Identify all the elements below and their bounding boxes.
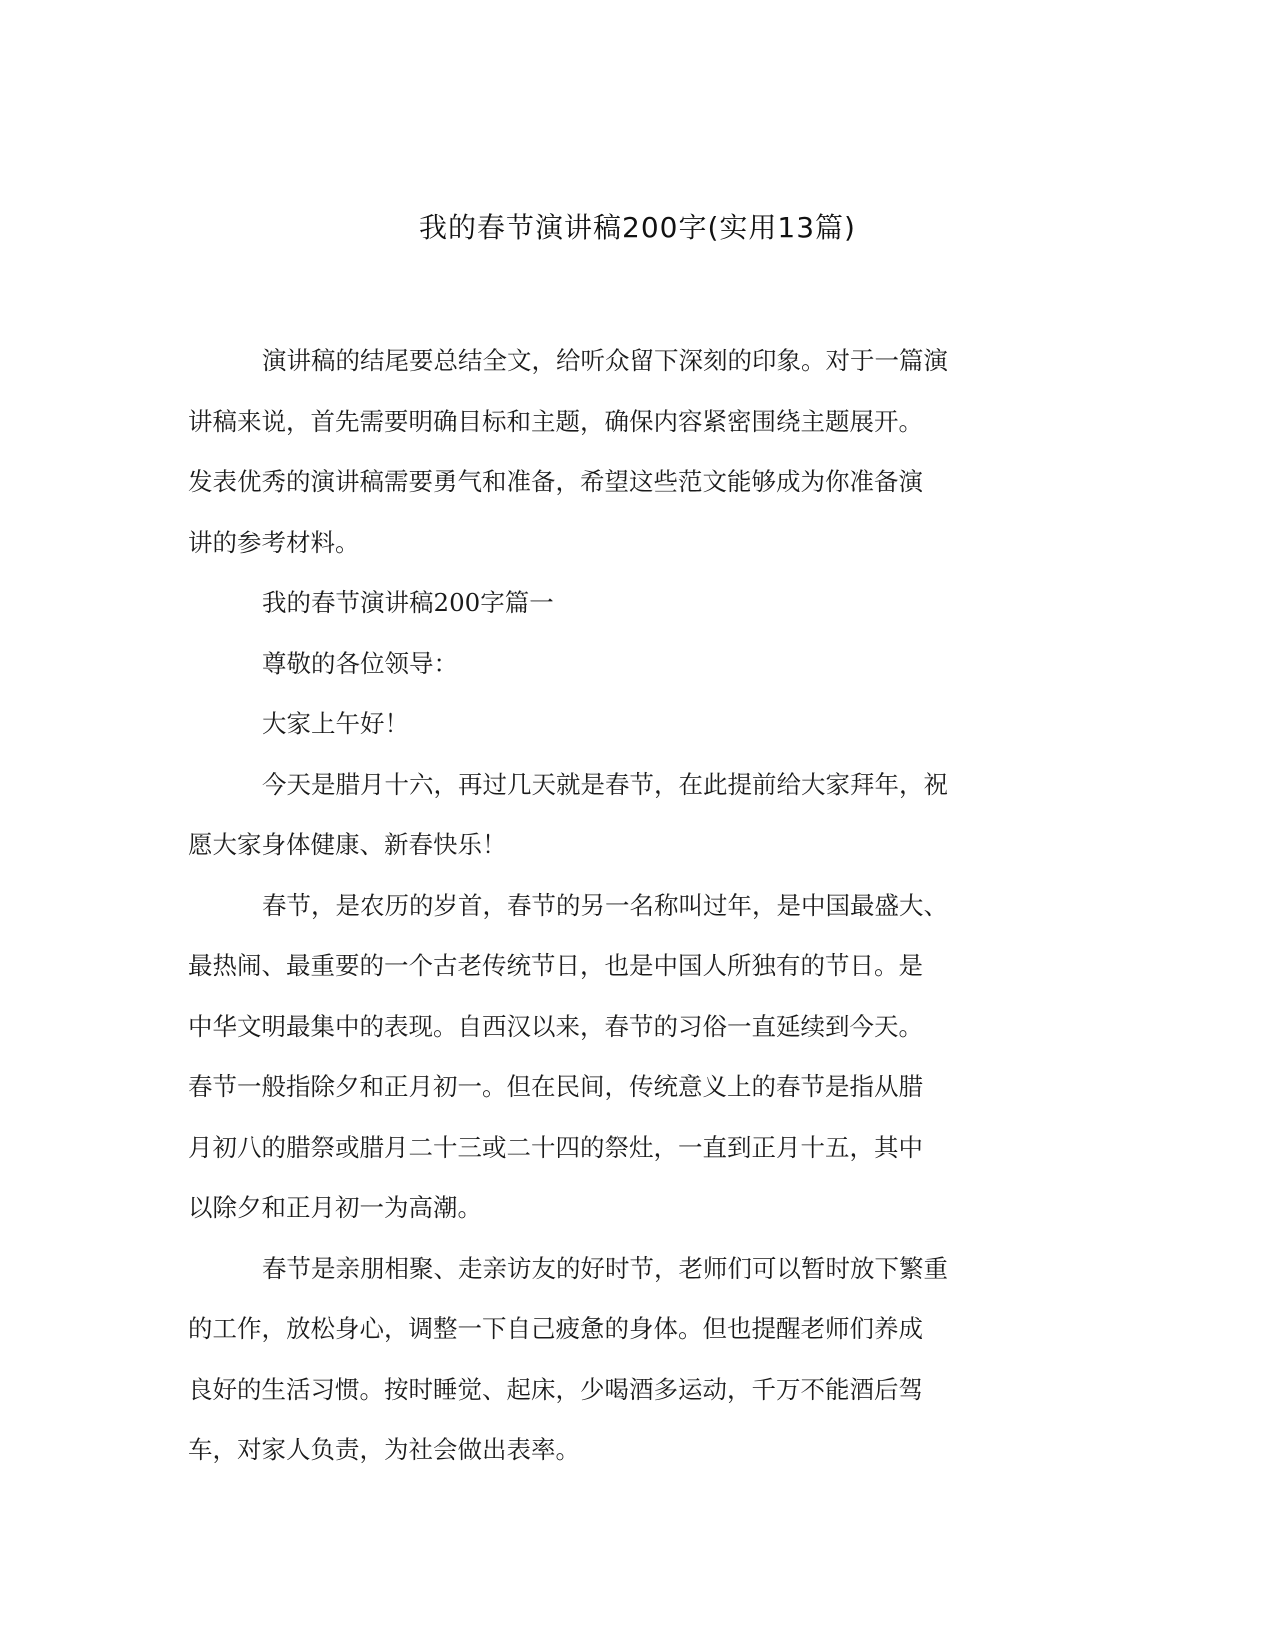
intro-paragraph (188, 331, 1088, 573)
text-line: 最热闹、最重要的一个古老传统节日，也是中国人所独有的节日。是 (188, 951, 923, 980)
text-line: 发表优秀的演讲稿需要勇气和准备，希望这些范文能够成为你准备演 (188, 467, 923, 496)
salutation (188, 634, 1088, 695)
section-heading (188, 573, 1088, 634)
document-title: 我的春节演讲稿200字(实用13篇) (419, 211, 856, 244)
document-body (188, 331, 1088, 1481)
text-line: 演讲稿的结尾要总结全文，给听众留下深刻的印象。对于一篇演 (262, 346, 948, 375)
text-line: 愿大家身体健康、新春快乐！ (188, 830, 507, 859)
text-line: 春节，是农历的岁首，春节的另一名称叫过年，是中国最盛大、 (262, 890, 948, 920)
text-line: 讲稿来说，首先需要明确目标和主题，确保内容紧密围绕主题展开。 (188, 406, 923, 436)
text-line: 大家上午好！ (262, 709, 409, 738)
greeting (188, 694, 1088, 755)
text-line: 月初八的腊祭或腊月二十三或二十四的祭灶，一直到正月十五，其中 (188, 1132, 923, 1162)
text-line: 中华文明最集中的表现。自西汉以来，春节的习俗一直延续到今天。 (188, 1011, 923, 1041)
text-line: 良好的生活习惯。按时睡觉、起床，少喝酒多运动，千万不能酒后驾 (188, 1374, 923, 1404)
body-paragraph (188, 876, 1088, 1239)
text-line: 的工作，放松身心，调整一下自己疲惫的身体。但也提醒老师们养成 (188, 1314, 923, 1343)
text-line: 春节一般指除夕和正月初一。但在民间，传统意义上的春节是指从腊 (188, 1072, 923, 1101)
text-line: 尊敬的各位领导： (262, 648, 458, 678)
text-line: 今天是腊月十六，再过几天就是春节，在此提前给大家拜年，祝 (262, 769, 948, 799)
text-line: 以除夕和正月初一为高潮。 (188, 1193, 482, 1222)
text-line: 我的春节演讲稿200字篇一 (262, 588, 554, 617)
text-line: 车，对家人负责，为社会做出表率。 (188, 1435, 580, 1464)
text-line: 春节是亲朋相聚、走亲访友的好时节，老师们可以暂时放下繁重 (262, 1253, 948, 1283)
body-paragraph (188, 1239, 1088, 1481)
text-line: 讲的参考材料。 (188, 527, 360, 557)
body-paragraph (188, 755, 1088, 876)
